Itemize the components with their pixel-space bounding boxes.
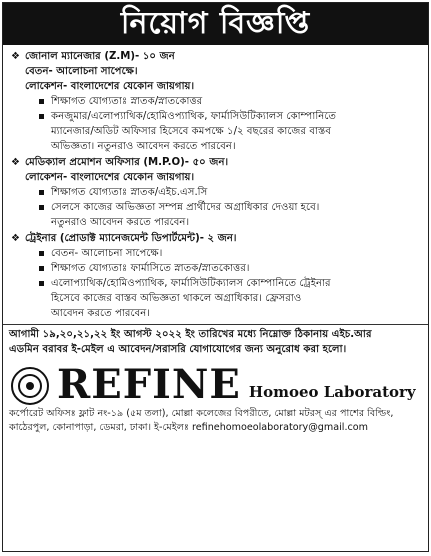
- section-mpo: [11, 155, 420, 170]
- list-item-continuation: আবেদন করতে পারবেন।: [51, 308, 150, 319]
- notice-title: নিয়োগ বিজ্ঞপ্তি: [3, 3, 428, 45]
- notice-body: [3, 45, 428, 321]
- company-name: REFINE: [57, 361, 241, 408]
- list-item: শিক্ষাগত যোগ্যতাঃ ফার্মাসিতে স্নাতক/স্নাতকোত্তর।: [11, 261, 420, 276]
- address-line: কর্পোরেট অফিসঃ ফ্লাট নং-১৯ (৫ম তলা), মোল্লা কলেজের বিপরীতে, মোল্লা মটরস্ এর পাশের বিল্ডিং,: [9, 408, 394, 419]
- list-item: সেলসে কাজের অভিজ্ঞতা সম্পন্ন প্রার্থীদের অগ্রাধিকার দেওয়া হবে।: [11, 200, 420, 215]
- diamond-bullet-icon: ❖: [11, 233, 20, 244]
- list-item: বেতন- আলোচনা সাপেক্ষে।: [11, 246, 420, 261]
- job-notice: [2, 2, 429, 552]
- closing-text-line: আগামী ১৯,২০,২১,২২ ইং আগস্ট ২০২২ ইং তারিখের মধ্যে নিম্নোক্ত ঠিকানায় এইচ.আর: [9, 329, 372, 340]
- company-seal-icon: [11, 367, 49, 405]
- company-brand: [3, 357, 428, 407]
- list-item: শিক্ষাগত যোগ্যতাঃ স্নাতক/এইচ.এস.সি: [11, 185, 420, 200]
- location-text: লোকেশন- বাংলাদেশের যেকোন জায়গায়।: [25, 172, 195, 183]
- section-heading: ট্রেইনার (প্রোডাক্ট ম্যানেজমেন্ট ডিপার্টমেন্ট)- ২ জন।: [25, 233, 237, 244]
- location-text: লোকেশন- বাংলাদেশের যেকোন জায়গায়।: [25, 81, 195, 92]
- list-item: কনজুমার/এলোপ্যাথিক/হোমিওপ্যাথিক, ফার্মাসিউটিক্যালস কোম্পানিতে: [11, 109, 420, 124]
- diamond-bullet-icon: ❖: [11, 157, 20, 168]
- list-item-continuation: ম্যানেজার/অডিট অফিসার হিসেবে কমপক্ষে ১/২ বছরের কাজের বাস্তব: [51, 126, 331, 137]
- list-item: এলোপ্যাথিক/হোমিওপ্যাথিক, ফার্মাসিউটিক্যালস কোম্পানিতে ট্রেইনার: [11, 276, 420, 291]
- section-heading: মেডিক্যাল প্রমোশন অফিসার (M.P.O)- ৫০ জন।: [25, 157, 229, 168]
- salary-text: বেতন- আলোচনা সাপেক্ষে।: [25, 66, 138, 77]
- address-line: কাঠেরপুল, কোনাপাড়া, ডেমরা, ঢাকা। ই-মেইলঃ refinehomoeolaboratory@gmail.com: [9, 422, 368, 433]
- section-zonal-manager: [11, 49, 420, 64]
- list-item: শিক্ষাগত যোগ্যতাঃ স্নাতক/স্নাতকোত্তর: [11, 94, 420, 109]
- section-heading: জোনাল ম্যানেজার (Z.M)- ১০ জন: [25, 51, 175, 62]
- company-subtitle: Homoeo Laboratory: [248, 383, 416, 401]
- list-item-continuation: নতুনরাও আবেদন করতে পারবেন।: [51, 217, 190, 228]
- list-item-continuation: অভিজ্ঞতা। নতুনরাও আবেদন করতে পারবেন।: [51, 141, 236, 152]
- divider: [3, 324, 428, 325]
- diamond-bullet-icon: ❖: [11, 51, 20, 62]
- closing-text-line: এডমিন বরাবর ই-মেইল এ আবেদন/সরাসরি যোগাযোগের জন্য অনুরোধ করা হলো।: [9, 344, 347, 355]
- list-item-continuation: হিসেবে কাজের বাস্তব অভিজ্ঞতা থাকলে অগ্রাধিকার। ফ্রেসরাও: [51, 293, 302, 304]
- section-trainer: [11, 231, 420, 246]
